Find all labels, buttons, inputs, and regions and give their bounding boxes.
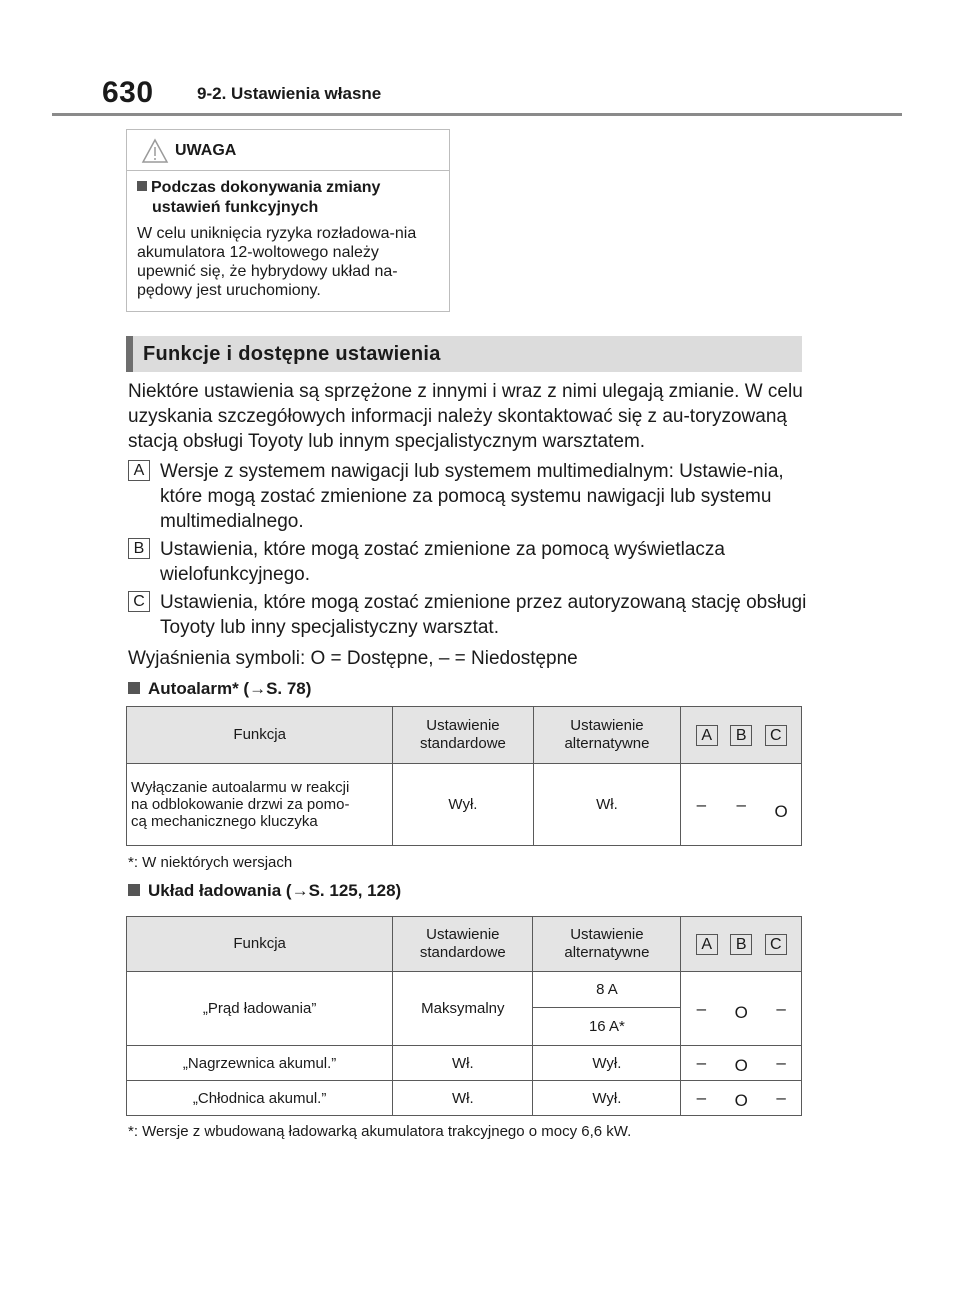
item-a-text: Wersje z systemem nawigacji lub systemem multimedialnym: Ustawie-nia, które mogą zostać zmienione za pomocą systemu nawigacji lub systemu multimedialnego. <box>160 461 784 532</box>
charging-heading-text: Układ ładowania (→S. 125, 128) <box>148 881 402 900</box>
row-name <box>127 764 393 846</box>
col-abc <box>681 707 802 764</box>
row-standard: Maksymalny <box>393 972 533 1046</box>
warning-subtitle-line2: ustawień funkcyjnych <box>152 199 319 216</box>
square-bullet-icon <box>137 181 147 191</box>
row-alternative: Wył. <box>533 1081 681 1116</box>
page-number: 630 <box>102 76 154 109</box>
charging-footnote: *: Wersje z wbudowaną ładowarką akumulatora trakcyjnego o mocy 6,6 kW. <box>128 1123 632 1140</box>
intro-paragraph: Niektóre ustawienia są sprzężone z innymi i wraz z nimi ulegają zmianie. W celu uzyskania szczegółowych informacji należy skontaktować się z au-toryzowaną stacją obsługi Toyoty lub innym specjalistycznym warsztatem. <box>128 381 803 452</box>
warning-label: UWAGA <box>175 142 237 159</box>
row-a: – <box>681 1081 721 1116</box>
square-bullet-icon <box>128 682 140 694</box>
row-standard: Wł. <box>393 1046 533 1081</box>
square-bullet-icon <box>128 884 140 896</box>
charging-heading <box>128 881 401 901</box>
row-alternative-2: 16 A* <box>533 1008 681 1046</box>
warning-subtitle <box>137 178 437 218</box>
tag-a-icon: A <box>696 725 718 746</box>
table-row <box>127 764 802 846</box>
col-abc <box>681 917 802 972</box>
col-funkcja: Funkcja <box>127 917 393 972</box>
autoalarm-table <box>126 706 802 846</box>
col-standard-line1: Ustawienie <box>426 926 500 943</box>
tag-a-icon: A <box>128 460 150 481</box>
autoalarm-heading-text: Autoalarm* (→S. 78) <box>148 679 312 698</box>
row-c: – <box>761 972 801 1046</box>
warning-subtitle-line1: Podczas dokonywania zmiany <box>151 179 381 196</box>
tag-c-icon: C <box>128 591 150 612</box>
row-name-line3: cą mechanicznego kluczyka <box>131 813 318 830</box>
table-row <box>127 1046 802 1081</box>
col-alternative <box>533 917 681 972</box>
row-standard: Wł. <box>393 1081 533 1116</box>
row-alternative-1: 8 A <box>533 972 681 1008</box>
header-rule <box>52 113 902 116</box>
col-alternative <box>533 707 681 764</box>
col-funkcja: Funkcja <box>127 707 393 764</box>
row-b: O <box>721 1046 761 1081</box>
tag-b-icon: B <box>730 934 752 955</box>
row-name: „Prąd ładowania” <box>127 972 393 1046</box>
col-standard-line2: standardowe <box>419 944 506 961</box>
col-standard-line2: standardowe <box>419 735 506 752</box>
warning-box <box>126 129 450 312</box>
section-band <box>126 336 802 372</box>
warning-body: W celu uniknięcia ryzyka rozładowa-nia akumulatora 12-woltowego należy upewnić się, że hybrydowy układ na-pędowy jest uruchomiony. <box>137 225 417 299</box>
col-standard-line1: Ustawienie <box>426 717 500 734</box>
row-standard: Wył. <box>393 764 533 846</box>
row-a: – <box>681 972 721 1046</box>
autoalarm-footnote: *: W niektórych wersjach <box>128 854 293 871</box>
warning-triangle-icon <box>141 138 169 164</box>
symbol-legend: Wyjaśnienia symboli: O = Dostępne, – = Niedostępne <box>128 648 578 669</box>
row-name: „Nagrzewnica akumul.” <box>127 1046 393 1081</box>
item-c <box>128 590 808 640</box>
item-c-text: Ustawienia, które mogą zostać zmienione przez autoryzowaną stację obsługi Toyoty lub inny specjalistyczny warsztat. <box>160 592 807 638</box>
tag-b-icon: B <box>730 725 752 746</box>
row-b: O <box>721 1081 761 1116</box>
band-accent-bar <box>126 336 133 372</box>
row-alternative: Wył. <box>533 1046 681 1081</box>
row-c: O <box>761 764 801 846</box>
row-name-line2: na odblokowanie drzwi za pomo- <box>131 796 350 813</box>
tag-b-icon: B <box>128 538 150 559</box>
autoalarm-heading <box>128 679 311 699</box>
row-c: – <box>761 1081 801 1116</box>
row-b: O <box>721 972 761 1046</box>
table-row <box>127 972 802 1008</box>
item-b-text: Ustawienia, które mogą zostać zmienione za pomocą wyświetlacza wielofunkcyjnego. <box>160 539 725 585</box>
col-alternative-line2: alternatywne <box>564 735 650 752</box>
tag-a-icon: A <box>696 934 718 955</box>
row-a: – <box>681 764 721 846</box>
col-standard <box>393 707 533 764</box>
band-title: Funkcje i dostępne ustawienia <box>143 343 441 365</box>
charging-table <box>126 916 802 1116</box>
table-row <box>127 1081 802 1116</box>
row-name-line1: Wyłączanie autoalarmu w reakcji <box>131 779 350 796</box>
item-a <box>128 459 808 535</box>
col-alternative-line2: alternatywne <box>564 944 650 961</box>
col-alternative-line1: Ustawienie <box>570 926 644 943</box>
row-c: – <box>761 1046 801 1081</box>
section-title: 9-2. Ustawienia własne <box>197 84 382 103</box>
col-standard <box>393 917 533 972</box>
row-b: – <box>721 764 761 846</box>
row-name: „Chłodnica akumul.” <box>127 1081 393 1116</box>
tag-c-icon: C <box>765 725 787 746</box>
warning-header <box>127 130 449 171</box>
row-a: – <box>681 1046 721 1081</box>
col-alternative-line1: Ustawienie <box>570 717 644 734</box>
tag-c-icon: C <box>765 934 787 955</box>
item-b <box>128 537 808 587</box>
row-alternative: Wł. <box>533 764 681 846</box>
